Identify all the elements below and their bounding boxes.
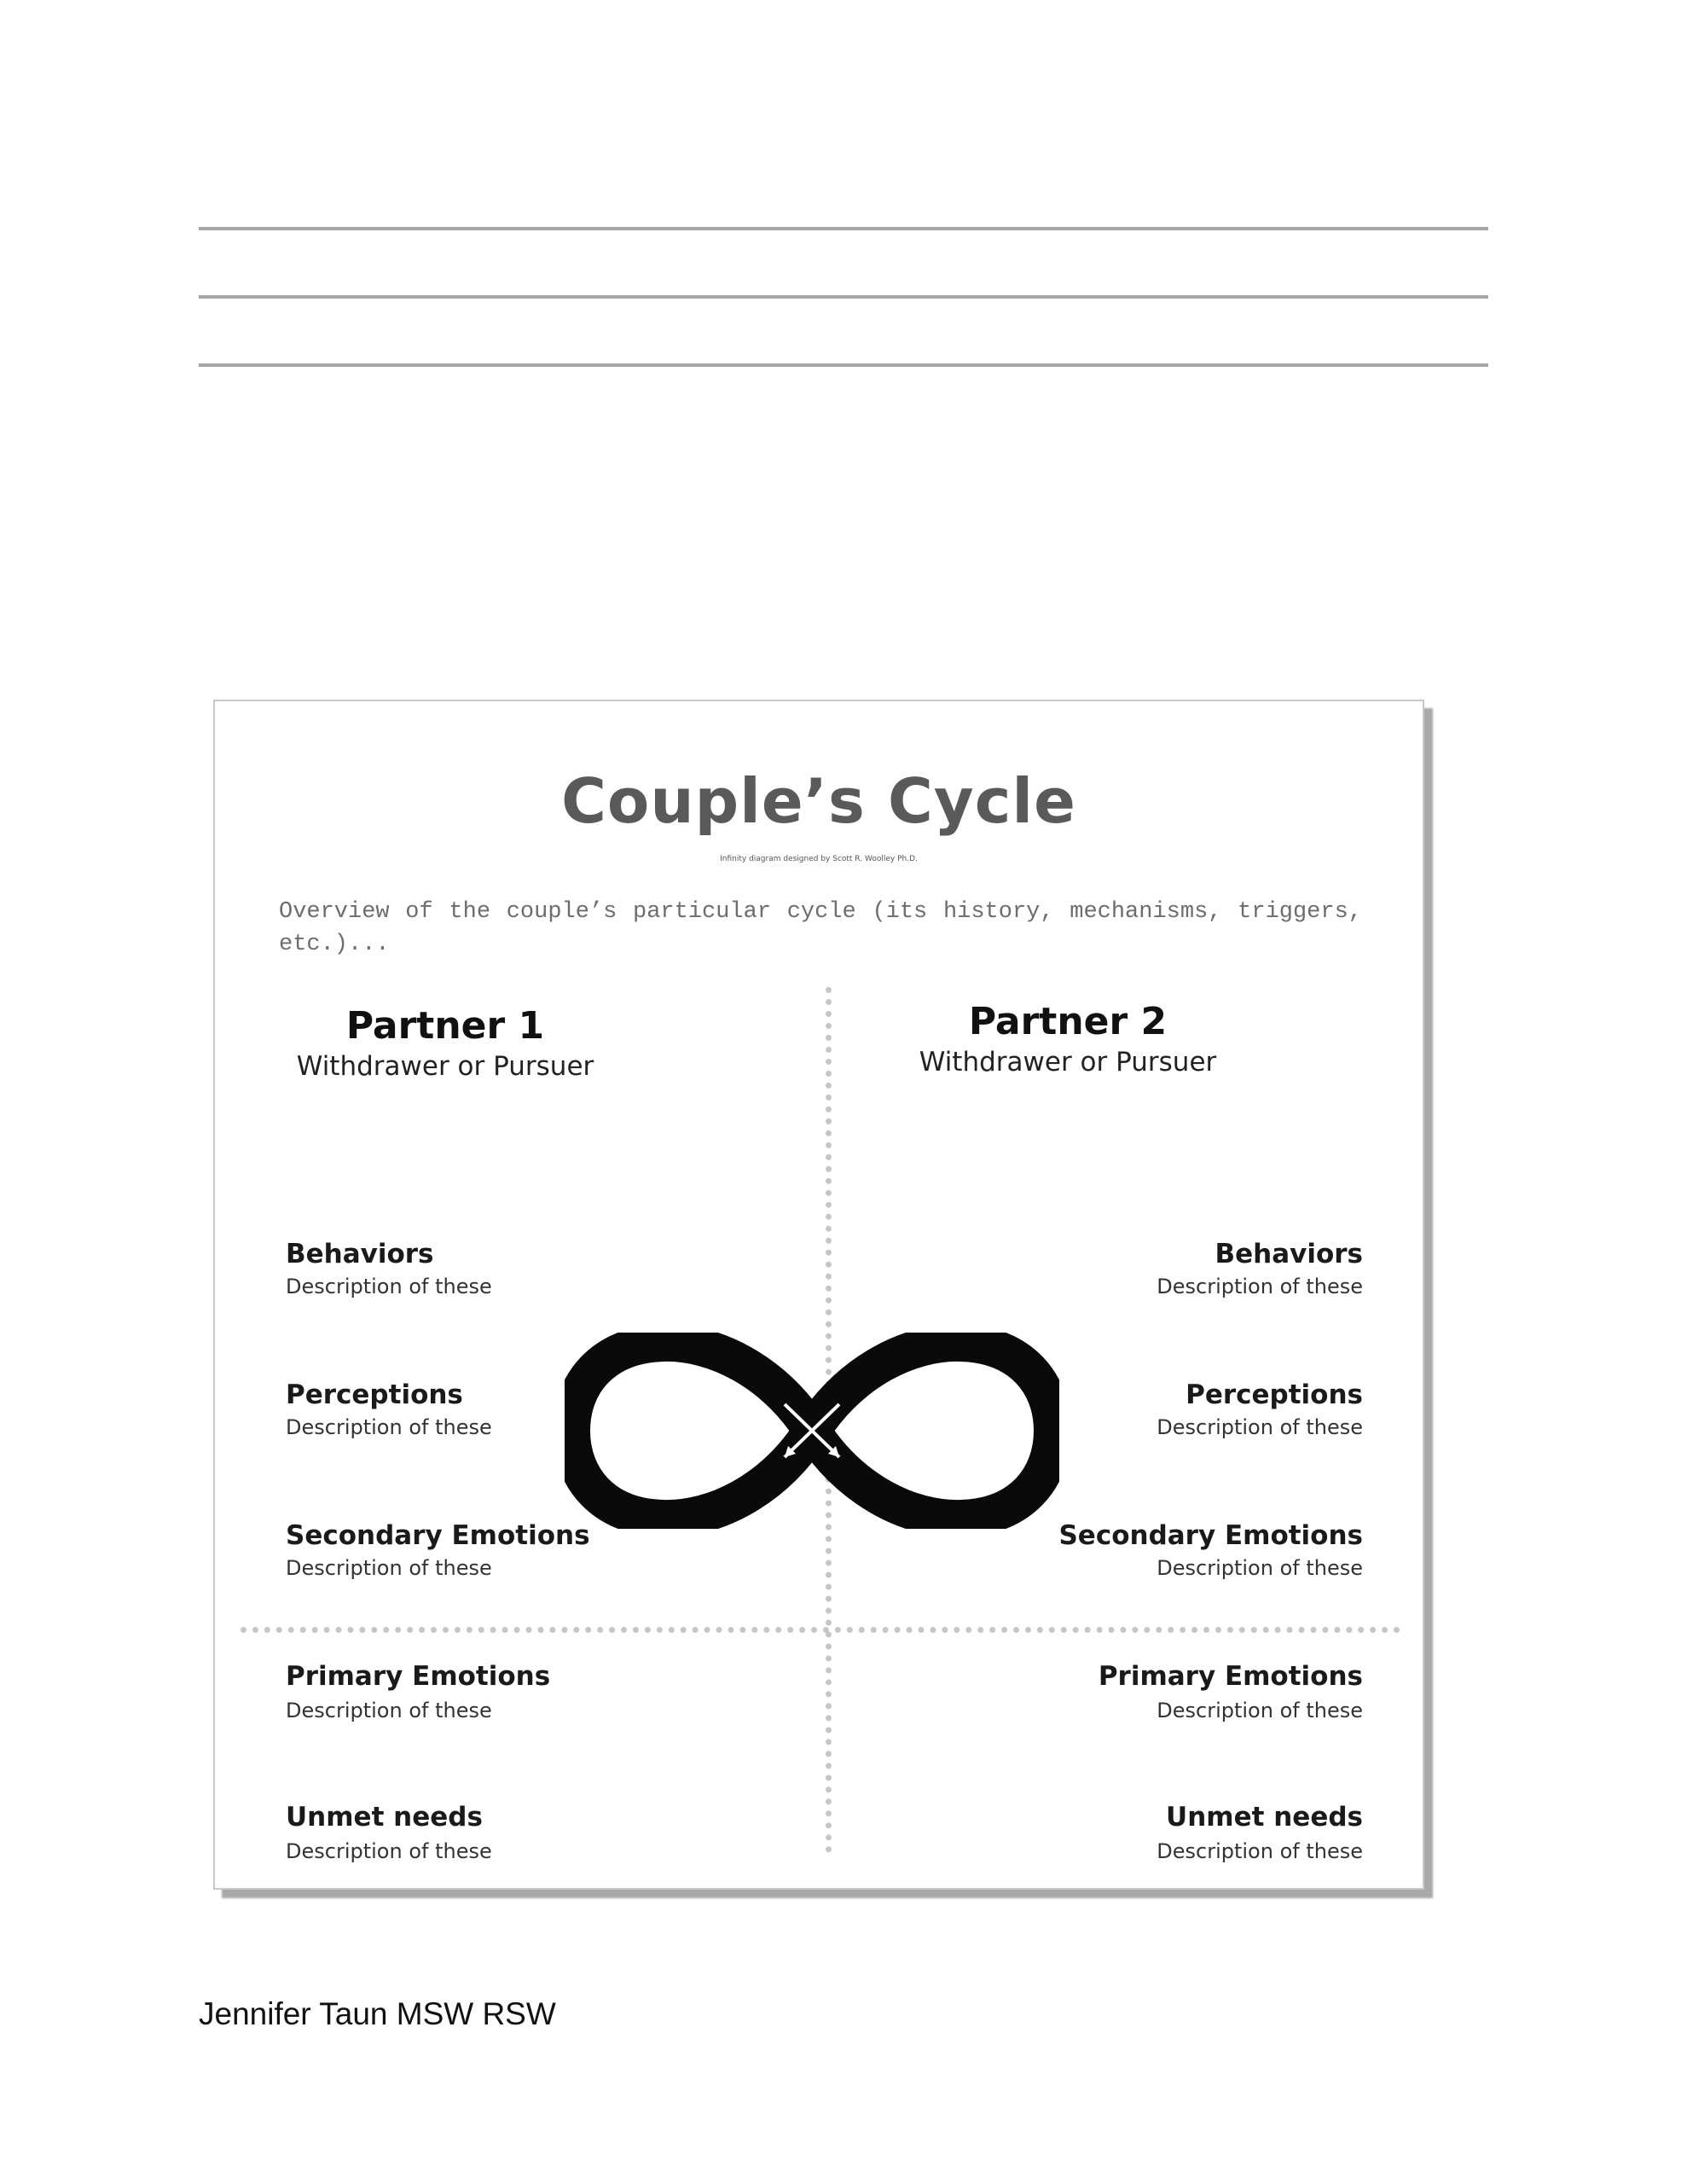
writing-line-2 <box>199 295 1488 299</box>
partner1-behaviors-desc: Description of these <box>286 1275 492 1298</box>
partner1-behaviors-label: Behaviors <box>286 1239 434 1269</box>
partner1-role: Withdrawer or Pursuer <box>296 1051 594 1082</box>
worksheet-title: Couple’s Cycle <box>561 765 1076 837</box>
partner2-perceptions-desc: Description of these <box>1157 1415 1363 1439</box>
overview-text: Overview of the couple’s particular cycle (its history, mechanisms, triggers, etc.)... <box>279 899 1362 957</box>
partner2-behaviors-desc: Description of these <box>1157 1275 1363 1298</box>
partner2-heading: Partner 2 <box>968 1000 1168 1043</box>
partner1-secondary-emotions-desc: Description of these <box>286 1556 492 1580</box>
partner2-perceptions-label: Perceptions <box>1186 1380 1363 1410</box>
partner2-behaviors-label: Behaviors <box>1215 1239 1363 1269</box>
partner1-perceptions-label: Perceptions <box>286 1380 463 1410</box>
partner2-primary-emotions-label: Primary Emotions <box>1098 1661 1363 1692</box>
horizontal-divider <box>241 1627 1400 1633</box>
writing-line-1 <box>199 227 1488 230</box>
diagram-credit: Infinity diagram designed by Scott R. Woolley Ph.D. <box>720 855 918 863</box>
partner1-unmet-needs-label: Unmet needs <box>286 1802 483 1833</box>
partner1-perceptions-desc: Description of these <box>286 1415 492 1439</box>
partner2-secondary-emotions-label: Secondary Emotions <box>1058 1520 1363 1551</box>
partner1-primary-emotions-desc: Description of these <box>286 1699 492 1722</box>
partner2-unmet-needs-label: Unmet needs <box>1166 1802 1363 1833</box>
partner2-unmet-needs-desc: Description of these <box>1157 1839 1363 1863</box>
partner1-primary-emotions-label: Primary Emotions <box>286 1661 551 1692</box>
writing-line-3 <box>199 363 1488 367</box>
partner1-secondary-emotions-label: Secondary Emotions <box>286 1520 590 1551</box>
partner2-role: Withdrawer or Pursuer <box>919 1047 1217 1077</box>
partner1-heading: Partner 1 <box>345 1004 545 1048</box>
infinity-loop-icon <box>565 1333 1059 1529</box>
partner2-secondary-emotions-desc: Description of these <box>1157 1556 1363 1580</box>
partner2-primary-emotions-desc: Description of these <box>1157 1699 1363 1722</box>
partner1-unmet-needs-desc: Description of these <box>286 1839 492 1863</box>
author-name: Jennifer Taun MSW RSW <box>199 1996 556 2031</box>
couples-cycle-worksheet <box>213 700 1424 1890</box>
